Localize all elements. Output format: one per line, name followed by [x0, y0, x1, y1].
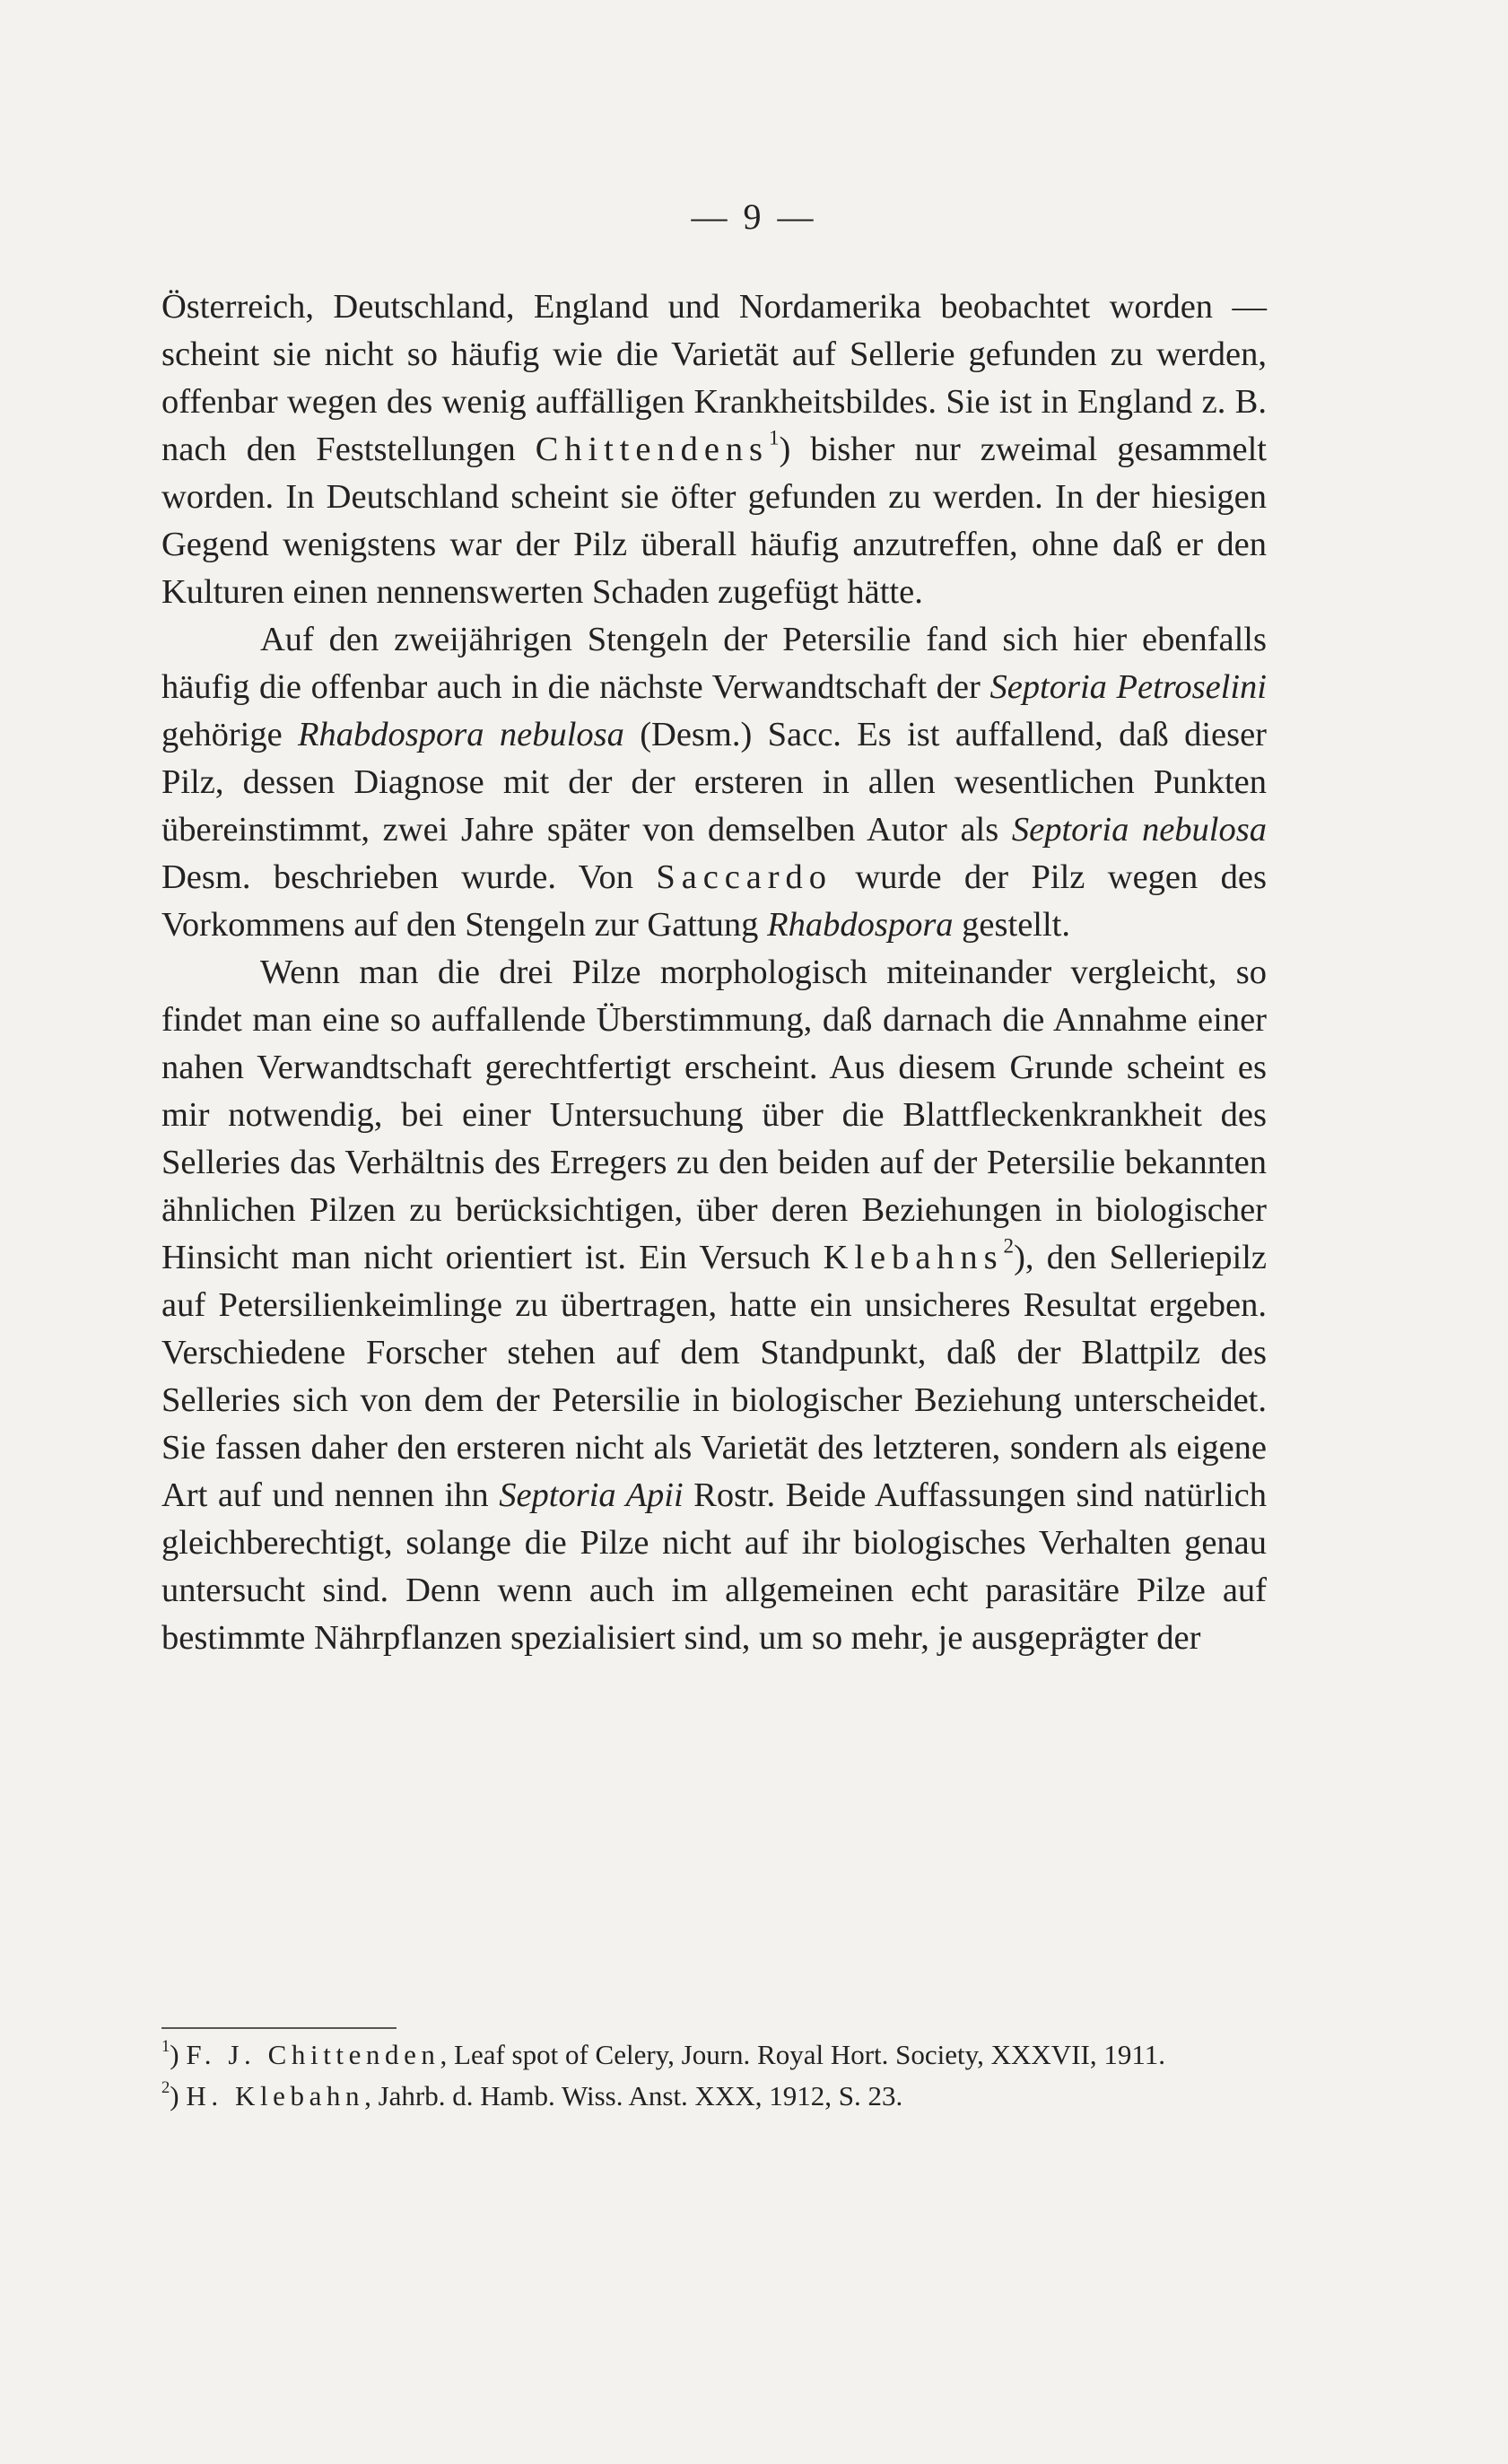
author-name: Klebahns: [823, 1239, 1004, 1276]
species-name: Rhabdospora: [767, 906, 954, 944]
text-run: gestellt.: [953, 906, 1070, 944]
species-name: Septoria Apii: [499, 1476, 684, 1514]
text-run: Österreich, Deutschland, England und Nordamerika beobachtet worden — scheint sie nicht so häufig wie die Varietät auf Sellerie gefunden zu werden, offenbar wegen des wenig auffälligen Krankheitsbildes. Sie ist in England z. B. nach den Feststellungen: [161, 288, 1267, 468]
footnote-author: H. Klebahn: [186, 2080, 365, 2111]
text-run: ), den Selleriepilz auf Petersilienkeimlinge zu übertragen, hatte ein unsicheres Resultat ergeben. Verschiedene Forscher stehen auf dem Standpunkt, daß der Blattpilz des Selleries sich von dem der Petersilie in biologischer Beziehung unterscheidet. Sie fassen daher den ersteren nicht als Varietät des letzteren, sondern als eigene Art auf und nennen ihn: [161, 1239, 1267, 1514]
paragraph-1: [161, 283, 1267, 616]
species-name: Septoria Petroselini: [989, 668, 1268, 706]
footnote-marker: 1: [161, 2037, 170, 2057]
species-name: Septoria nebulosa: [1011, 811, 1267, 849]
text-run: Wenn man die drei Pilze morphologisch miteinander vergleicht, so findet man eine so auffallende Überstimmung, daß darnach die Annahme einer nahen Verwandtschaft gerechtfertigt erscheint. Aus diesem Grunde scheint es mir notwendig, bei einer Untersuchung über die Blattfleckenkrankheit des Selleries das Verhältnis des Erregers zu den beiden auf der Petersilie bekannten ähnlichen Pilzen zu berücksichtigen, über deren Beziehungen in biologischer Hinsicht man nicht orientiert ist. Ein Versuch: [161, 953, 1267, 1276]
species-name: Rhabdospora nebulosa: [298, 716, 624, 753]
text-run: Rostr. Beide Auffassungen sind natürlich gleichberechtigt, solange die Pilze nicht auf ihr biologisches Verhalten genau untersucht sind. Denn wenn auch im allgemeinen echt parasitäre Pilze auf bestimmte Nährpflanzen spezialisiert sind, um so mehr, je ausgeprägter der: [161, 1476, 1268, 1657]
text-run: (Desm.) Sacc. Es ist auffallend, daß dieser Pilz, dessen Diagnose mit der der ersteren in allen wesentlichen Punkten übereinstimmt, zwei Jahre später von demselben Autor als: [161, 716, 1267, 849]
text-run: Desm. beschrieben wurde. Von: [161, 858, 657, 896]
paragraph-2: [161, 616, 1267, 949]
paragraph-3: [161, 949, 1267, 1662]
footnote-text: , Jahrb. d. Hamb. Wiss. Anst. XXX, 1912, S. 23.: [364, 2080, 903, 2111]
footnote-marker: 2: [161, 2078, 170, 2098]
footnote-author: F. J. Chittenden: [186, 2039, 440, 2070]
footnote-reference: 1: [768, 425, 780, 449]
author-name: Chittendens: [535, 431, 769, 468]
footnote-1: $^1$) F. J. Chittenden, Leaf spot of Celery, Journ. Royal Hort. Society, XXXVII, 1911.: [161, 2037, 1165, 2070]
footnote-text: , Leaf spot of Celery, Journ. Royal Hort. Society, XXXVII, 1911.: [440, 2039, 1165, 2070]
text-run: wurde der Pilz wegen des Vorkommens auf den Stengeln zur Gattung: [161, 858, 1267, 944]
footnote-divider: [161, 2027, 397, 2029]
body-text: [161, 283, 1267, 1662]
text-run: gehörige: [161, 716, 299, 753]
footnotes: [161, 2034, 1267, 2117]
author-name: Saccardo: [656, 858, 832, 896]
text-run: Auf den zweijährigen Stengeln der Petersilie fand sich hier ebenfalls häufig die offenbar auch in die nächste Verwandtschaft der: [161, 621, 1267, 706]
text-run: ) bisher nur zweimal gesammelt worden. In Deutschland scheint sie öfter gefunden zu werden. In der hiesigen Gegend wenigstens war der Pilz überall häufig anzutreffen, ohne daß er den Kulturen einen nennenswerten Schaden zugefügt hätte.: [161, 431, 1267, 611]
footnote-2: $^2$) H. Klebahn, Jahrb. d. Hamb. Wiss. Anst. XXX, 1912, S. 23.: [161, 2078, 903, 2111]
page-number: — 9 —: [691, 196, 817, 237]
footnote-reference: 2: [1003, 1233, 1015, 1258]
